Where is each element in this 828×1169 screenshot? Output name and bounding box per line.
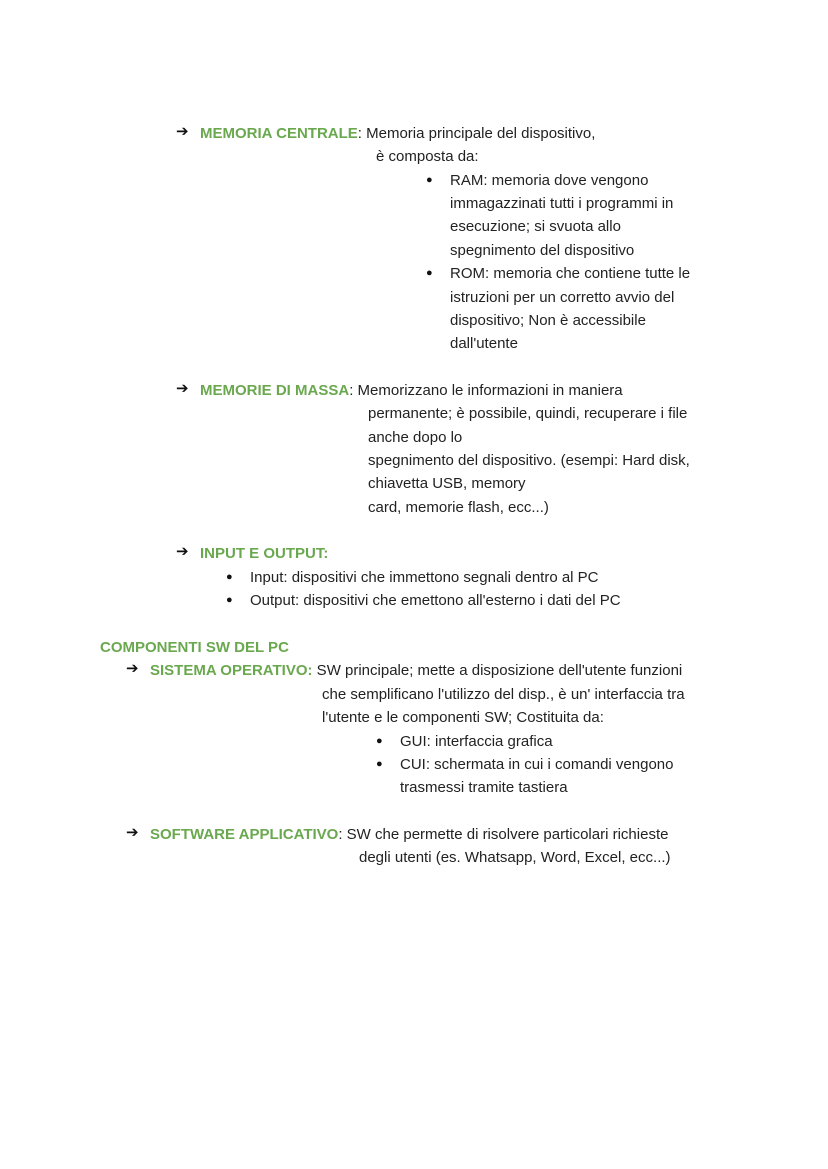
ram-line-3: esecuzione; si svuota allo [450,218,621,235]
arrow-right-icon: ➔ [126,824,139,841]
memorie-di-massa-desc-3: anche dopo lo [368,429,463,446]
rom-line-3: dispositivo; Non è accessibile [450,312,646,329]
sistema-operativo-label: SISTEMA OPERATIVO: [150,662,313,679]
memoria-centrale-desc-1: : Memoria principale del dispositivo, [357,125,596,142]
input-bullet: Input: dispositivi che immettono segnali dentro al PC [250,569,599,586]
cui-line-2: trasmessi tramite tastiera [400,779,568,796]
sistema-operativo-heading-line [150,659,682,682]
software-applicativo-desc-1: : SW che permette di risolvere particolari richieste [338,826,669,843]
rom-line-4: dall'utente [450,335,518,352]
arrow-right-icon: ➔ [126,660,139,677]
software-applicativo-heading-line [150,823,668,846]
sistema-operativo-desc-1: SW principale; mette a disposizione dell'utente funzioni [312,662,683,679]
memorie-di-massa-label: MEMORIE DI MASSA [200,382,350,399]
memorie-di-massa-desc-6: card, memorie flash, ecc...) [368,499,549,516]
ram-line-2: immagazzinati tutti i programmi in [450,195,674,212]
bullet-icon: ● [226,594,233,606]
output-bullet: Output: dispositivi che emettono all'esterno i dati del PC [250,592,621,609]
memorie-di-massa-desc-1: : Memorizzano le informazioni in maniera [349,382,623,399]
ram-line-4: spegnimento del dispositivo [450,242,635,259]
sistema-operativo-desc-3: l'utente e le componenti SW; Costituita da: [322,709,604,726]
software-applicativo-label: SOFTWARE APPLICATIVO [150,826,339,843]
bullet-icon: ● [376,758,383,770]
arrow-right-icon: ➔ [176,380,189,397]
memoria-centrale-desc-2: è composta da: [376,148,479,165]
input-output-label: INPUT E OUTPUT: [200,545,329,562]
memorie-di-massa-desc-5: chiavetta USB, memory [368,475,526,492]
memoria-centrale-label: MEMORIA CENTRALE [200,125,358,142]
arrow-right-icon: ➔ [176,543,189,560]
componenti-sw-heading: COMPONENTI SW DEL PC [100,639,289,656]
bullet-icon: ● [426,267,433,279]
bullet-icon: ● [226,571,233,583]
arrow-right-icon: ➔ [176,123,189,140]
sistema-operativo-desc-2: che semplificano l'utilizzo del disp., è un' interfaccia tra [322,686,685,703]
memorie-di-massa-desc-2: permanente; è possibile, quindi, recuperare i file [368,405,688,422]
memorie-di-massa-desc-4: spegnimento del dispositivo. (esempi: Hard disk, [368,452,690,469]
rom-line-1: ROM: memoria che contiene tutte le [450,265,691,282]
gui-bullet: GUI: interfaccia grafica [400,733,553,750]
ram-line-1: RAM: memoria dove vengono [450,172,649,189]
rom-line-2: istruzioni per un corretto avvio del [450,289,675,306]
cui-line-1: CUI: schermata in cui i comandi vengono [400,756,674,773]
memorie-di-massa-heading-line [200,379,623,402]
bullet-icon: ● [426,174,433,186]
software-applicativo-desc-2: degli utenti (es. Whatsapp, Word, Excel, ecc...) [359,849,671,866]
memoria-centrale-heading-line [200,122,595,145]
bullet-icon: ● [376,735,383,747]
